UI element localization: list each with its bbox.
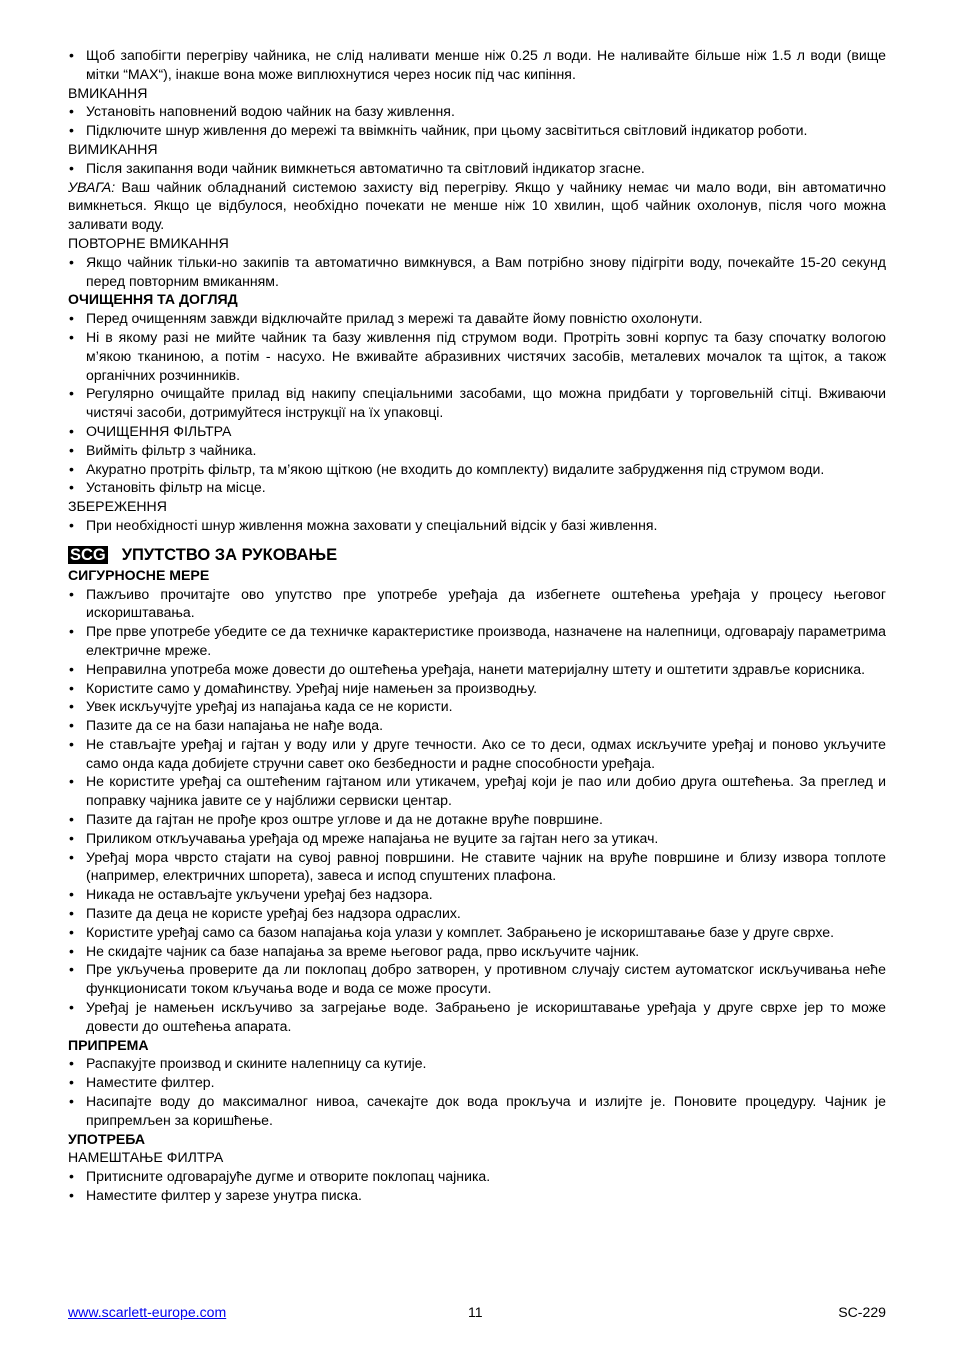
list-item: • Пазите да деца не користе уређај без надзора одраслих. (68, 904, 886, 923)
list-item: • Пре прве употребе убедите се да техничке карактеристике производа, назначене на налепници, одговарају параметрима електричне мреже. (68, 622, 886, 660)
section-heading-safety: СИГУРНОСНЕ МЕРЕ (68, 566, 210, 583)
list-item: • Установіть фільтр на місце. (68, 478, 886, 497)
subheading-filter: НАМЕШТАЊЕ ФИЛТРА (68, 1149, 224, 1166)
list-item: • Ні в якому разі не мийте чайник та базу живлення під струмом води. Протріть зовні корпус та базу спочатку вологою м’якою тканиною, а потім - насухо. Не вживайте абразивних чистячих засобів, металевих мочалок та щіток, а також органічних розчинників. (68, 328, 886, 384)
page-number: 11 (468, 1304, 483, 1320)
section-title (68, 545, 886, 565)
list-item: • Насипајте воду до максималног нивоа, сачекајте док вода прокључа и излијте је. Поновите процедуру. Чајник је припремљен за коришћење. (68, 1092, 886, 1130)
list-item: • Користите уређај само са базом напајања која улази у комплет. Забрањено је искориштавање базе у друге сврхе. (68, 923, 886, 942)
website-link[interactable]: www.scarlett-europe.com (68, 1304, 227, 1320)
subheading-switch-on: ВМИКАННЯ (68, 84, 148, 101)
list-item: • Наместите филтер у зарезе унутра писка. (68, 1186, 886, 1205)
list-item: • Щоб запобігти перегріву чайника, не слід наливати менше ніж 0.25 л води. Не наливайте більше ніж 1.5 л води (вище мітки “MAX“), інакше вона може виплюхнутися через носик під час кипіння. (68, 46, 886, 84)
warning-paragraph (68, 178, 886, 234)
subheading-storage: ЗБЕРЕЖЕННЯ (68, 498, 167, 515)
page-footer (68, 1303, 886, 1323)
subheading-restart: ПОВТОРНЕ ВМИКАННЯ (68, 234, 229, 251)
model-number: SC-229 (838, 1304, 886, 1320)
subheading-switch-off: ВИМИКАННЯ (68, 140, 158, 157)
list-item: • Не користите уређај са оштећеним гајтаном или утикачем, уређај који је пао или добио друга оштећења. За преглед и поправку чајника јавите се у најближи сервиски центар. (68, 772, 886, 810)
list-item: • Пажљиво прочитајте ово упутство пре употребе уређаја да избегнете оштећења уређаја у процесу његовог искориштавања. (68, 585, 886, 623)
warning-label: УВАГА: (68, 178, 116, 195)
list-item: • Не стављајте уређај и гајтан у воду или у друге течности. Ако се то деси, одмах искључите уређај и поново укључите само онда када добијете стручни савет око безбедности и радне способности уређаја. (68, 735, 886, 773)
list-item: • Підключите шнур живлення до мережі та ввімкніть чайник, при цьому засвітиться світловий індикатор роботи. (68, 121, 886, 140)
list-item: • Після закипання води чайник вимкнеться автоматично та світловий індикатор згасне. (68, 159, 886, 178)
section-heading-cleaning: ОЧИЩЕННЯ ТА ДОГЛЯД (68, 291, 238, 308)
language-tag: SCG (70, 545, 106, 564)
list-item: • Уређај је намењен искључиво за загрејање воде. Забрањено је искориштавање уређаја у друге сврхе јер то може довести до оштећења апарата. (68, 998, 886, 1036)
list-item: • Неправилна употреба може довести до оштећења уређаја, нанети материјалну штету и оштетити здравље корисника. (68, 660, 886, 679)
list-item: • Пазите да гајтан не прође кроз оштре углове и да не дотакне вруће површине. (68, 810, 886, 829)
list-item: • Акуратно протріть фільтр, та м’якою щіткою (не входить до комплекту) видалите забрудження під струмом води. (68, 460, 886, 479)
list-item: • Користите само у домаћинству. Уређај није намењен за производњу. (68, 679, 886, 698)
list-item: • Увек искључујте уређај из напајања када се не користи. (68, 697, 886, 716)
list-item: • Регулярно очищайте прилад від накипу спеціальними засобами, що можна придбати у торговельній сітці. Вживаючи чистячі засоби, дотримуйтеся інструкції на їх упаковці. (68, 384, 886, 422)
section-heading-usage: УПОТРЕБА (68, 1130, 146, 1147)
list-item: • Вийміть фільтр з чайника. (68, 441, 886, 460)
list-item: • Уређај мора чврсто стајати на сувој равној површини. Не ставите чајник на вруће површине и близу извора топлоте (например, електричних шпорета), завеса и испод спуштених плафона. (68, 848, 886, 886)
list-item: • Перед очищенням завжди відключайте прилад з мережі та давайте йому повністю охолонути. (68, 309, 886, 328)
list-item: • Не скидајте чајник са базе напајања за време његовог рада, прво искључите чајник. (68, 942, 886, 961)
list-item: • Якщо чайник тільки-но закипів та автоматично вимкнувся, а Вам потрібно знову підігріти воду, почекайте 15-20 секунд перед повторним вмиканням. (68, 253, 886, 291)
section-heading-preparation: ПРИПРЕМА (68, 1036, 149, 1053)
list-item: • При необхідності шнур живлення можна заховати у спеціальний відсік у базі живлення. (68, 516, 886, 535)
document-body (68, 46, 886, 1205)
list-item: • Установіть наповнений водою чайник на базу живлення. (68, 102, 886, 121)
list-item: • Наместите филтер. (68, 1073, 886, 1092)
list-item: • Притисните одговарајуће дугме и отворите поклопац чајника. (68, 1167, 886, 1186)
list-item: • ОЧИЩЕННЯ ФІЛЬТРА (68, 422, 886, 441)
list-item: • Никада не остављајте укључени уређај без надзора. (68, 885, 886, 904)
warning-text: Ваш чайник обладнаний системою захисту від перегріву. Якщо у чайнику немає чи мало води, він автоматично вимкнеться. Якщо це відбулося, необхідно почекати не менше ніж 10 хвилин, щоб чайник охолонув, після чого можна заливати воду. (68, 178, 886, 233)
section-title-text: УПУТСТВО ЗА РУКОВАЊЕ (121, 545, 338, 564)
list-item: • Пазите да се на бази напајања не нађе вода. (68, 716, 886, 735)
list-item: • Приликом откључавања уређаја од мреже напајања не вуците за гајтан него за утикач. (68, 829, 886, 848)
list-item: • Распакујте производ и скините налепницу са кутије. (68, 1054, 886, 1073)
list-item: • Пре укључења проверите да ли поклопац добро затворен, у противном случају систем аутоматског искључивања неће функционисати током кључања воде и вода се може просути. (68, 960, 886, 998)
